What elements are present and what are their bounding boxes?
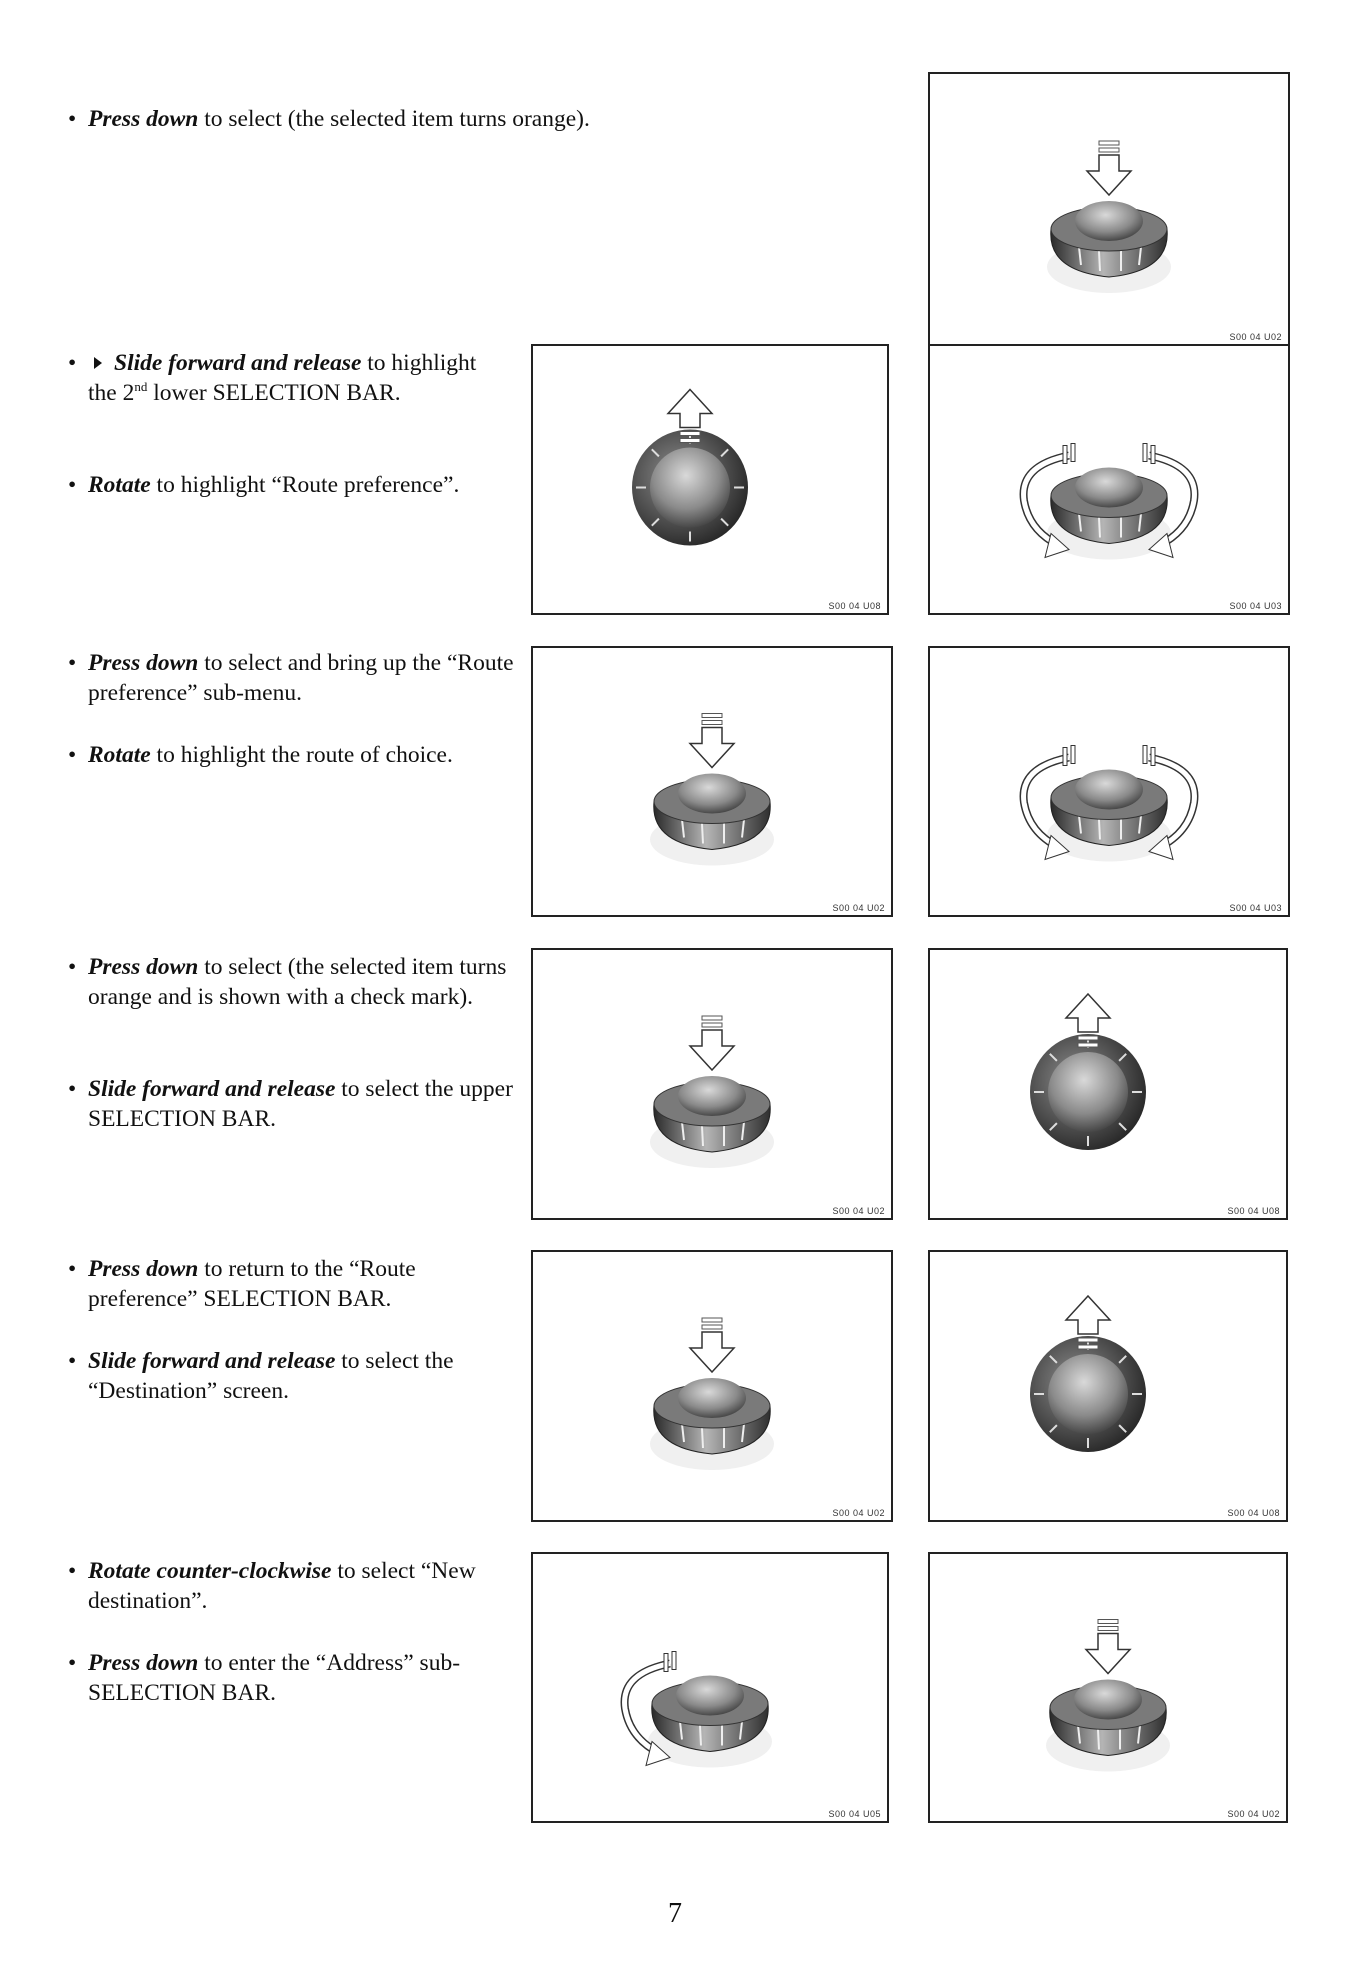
knob-rotate-illustration — [930, 648, 1288, 915]
knob-rotate-illustration — [930, 346, 1288, 613]
instruction-5-emphasis: Rotate — [88, 742, 151, 768]
instruction-1: • Press down to select (the selected item turns orange). — [68, 106, 590, 132]
figure-slide-forward-2 — [928, 948, 1288, 1220]
instruction-3-emphasis: Rotate — [88, 472, 151, 498]
instruction-2-emphasis: Slide forward and release — [114, 350, 362, 376]
instruction-11-emphasis: Press down — [88, 1650, 199, 1676]
instruction-9-emphasis: Slide forward and release — [88, 1348, 336, 1374]
knob-rotate-ccw-illustration — [533, 1554, 887, 1821]
instruction-1-text: to select (the selected item turns orange). — [198, 106, 590, 132]
knob-slide-illustration — [930, 1252, 1286, 1520]
instruction-1-emphasis: Press down — [88, 106, 199, 132]
figure-code: S00 04 U03 — [1229, 601, 1282, 611]
figure-press-down-1 — [928, 72, 1290, 346]
instruction-7-emphasis: Slide forward and release — [88, 1076, 336, 1102]
figure-press-down-5 — [928, 1552, 1288, 1823]
instruction-8-emphasis: Press down — [88, 1256, 199, 1282]
figure-slide-forward-3 — [928, 1250, 1288, 1522]
figure-code: S00 04 U02 — [1227, 1809, 1280, 1819]
figure-code: S00 04 U08 — [828, 601, 881, 611]
knob-press-illustration — [533, 950, 891, 1218]
knob-slide-illustration — [533, 346, 887, 613]
figure-press-down-2 — [531, 646, 893, 917]
instruction-6: • Press down to select (the selected item turns orange and is shown with a check mark). — [68, 954, 507, 1010]
instruction-7: • Slide forward and release to select the upper SELECTION BAR. — [68, 1076, 513, 1132]
figure-code: S00 04 U02 — [832, 1508, 885, 1518]
instruction-5: • Rotate to highlight the route of choice. — [68, 742, 453, 768]
instruction-8: • Press down to return to the “Route preference” SELECTION BAR. — [68, 1256, 416, 1312]
figure-press-down-4 — [531, 1250, 893, 1522]
instruction-9: • Slide forward and release to select the “Destination” screen. — [68, 1348, 454, 1404]
figure-rotate-counter-clockwise — [531, 1552, 889, 1823]
knob-slide-illustration — [930, 950, 1286, 1218]
figure-rotate-1 — [928, 344, 1290, 615]
instruction-6-emphasis: Press down — [88, 954, 199, 980]
figure-code: S00 04 U08 — [1227, 1508, 1280, 1518]
figure-code: S00 04 U02 — [832, 1206, 885, 1216]
arrow-right-icon — [94, 357, 102, 369]
figure-code: S00 04 U02 — [1229, 332, 1282, 342]
knob-press-illustration — [533, 648, 891, 915]
figure-code: S00 04 U08 — [1227, 1206, 1280, 1216]
instruction-4: • Press down to select and bring up the “Route preference” sub-menu. — [68, 650, 514, 706]
figure-rotate-2 — [928, 646, 1290, 917]
instruction-11: • Press down to enter the “Address” sub-SELECTION BAR. — [68, 1650, 461, 1706]
figure-code: S00 04 U05 — [828, 1809, 881, 1819]
knob-press-illustration — [930, 1554, 1286, 1821]
instruction-3: • Rotate to highlight “Route preference”. — [68, 472, 460, 498]
figure-slide-forward-1 — [531, 344, 889, 615]
instruction-2: • Slide forward and release to highlight the 2nd lower SELECTION BAR. — [68, 350, 477, 406]
figure-code: S00 04 U02 — [832, 903, 885, 913]
instruction-10-emphasis: Rotate counter-clockwise — [88, 1558, 332, 1584]
knob-press-illustration — [533, 1252, 891, 1520]
figure-code: S00 04 U03 — [1229, 903, 1282, 913]
knob-press-illustration — [930, 74, 1288, 344]
instruction-4-emphasis: Press down — [88, 650, 199, 676]
page-number: 7 — [668, 1898, 682, 1929]
instruction-10: • Rotate counter-clockwise to select “New destination”. — [68, 1558, 476, 1614]
figure-press-down-3 — [531, 948, 893, 1220]
